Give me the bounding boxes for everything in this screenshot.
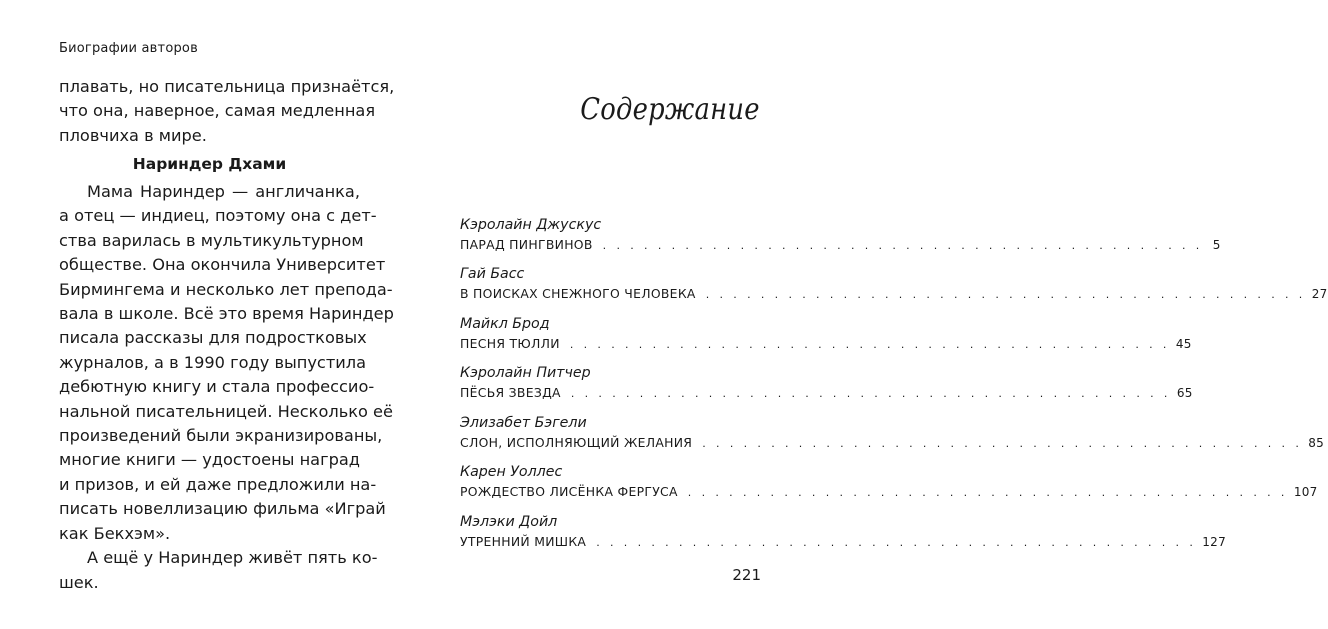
toc-line — [460, 532, 1227, 552]
dot-leader: . . . . . . . . . . . . . . . . . . . . . . . . . . . . . . . . . . . . . . . . . . . . — [569, 338, 1170, 351]
toc-author: Мэлэки Дойл — [460, 514, 558, 530]
text-line: писала рассказы для подростковых — [59, 328, 367, 348]
toc-author: Гай Басс — [460, 266, 525, 282]
page-number: 221 — [732, 566, 761, 584]
toc-title: В ПОИСКАХ СНЕЖНОГО ЧЕЛОВЕКА — [460, 286, 696, 301]
toc-author: Кэролайн Питчер — [460, 365, 591, 381]
text-line: А ещё у Нариндер живёт пять ко- — [87, 548, 378, 568]
toc-title: ПАРАД ПИНГВИНОВ — [460, 237, 593, 252]
toc-entry[interactable] — [460, 363, 1193, 403]
toc-line — [460, 334, 1192, 354]
toc-page: 107 — [1293, 485, 1318, 499]
text-line: дебютную книгу и стала профессио- — [59, 377, 375, 397]
text-line: шек. — [59, 572, 99, 592]
running-head: Биографии авторов — [59, 41, 198, 56]
text-line: и призов, и ей даже предложили на- — [59, 474, 377, 494]
text-line: Бирмингема и несколько лет препода- — [59, 279, 393, 299]
text-line: пловчиха в мире. — [59, 125, 207, 145]
toc-author: Кэролайн Джускус — [460, 217, 602, 233]
text-line: многие книги — удостоены наград — [59, 450, 360, 470]
dot-leader: . . . . . . . . . . . . . . . . . . . . . . . . . . . . . . . . . . . . . . . . . . . . — [596, 536, 1197, 549]
toc-page: 27 — [1311, 287, 1328, 301]
text-line: обществе. Она окончила Университет — [59, 255, 386, 275]
section-heading: Нариндер Дхами — [132, 155, 287, 173]
text-line: вала в школе. Всё это время Нариндер — [59, 304, 394, 324]
toc-entry[interactable] — [460, 462, 1318, 502]
toc-entry[interactable] — [460, 314, 1192, 354]
text-line: а отец — индиец, поэтому она с дет- — [59, 206, 377, 226]
toc-entry[interactable] — [460, 215, 1221, 255]
toc-line — [460, 235, 1221, 255]
toc-line — [460, 383, 1193, 403]
toc-author: Майкл Брод — [460, 316, 550, 332]
toc-title: РОЖДЕСТВО ЛИСЁНКА ФЕРГУСА — [460, 484, 678, 499]
toc-author: Элизабет Бэгели — [460, 415, 587, 431]
text-line: писать новеллизацию фильма «Играй — [59, 499, 386, 519]
toc-title: ПЕСНЯ ТЮЛЛИ — [460, 336, 560, 351]
toc-page: 5 — [1212, 238, 1221, 252]
biography-paragraph — [59, 180, 394, 595]
toc-entry[interactable] — [460, 264, 1328, 304]
text-line: как Бекхэм». — [59, 523, 171, 543]
toc-entry[interactable] — [460, 413, 1325, 453]
toc-line — [460, 482, 1318, 502]
toc-page: 85 — [1308, 436, 1325, 450]
toc-line — [460, 433, 1325, 453]
text-line: что она, наверное, самая медленная — [59, 101, 376, 121]
toc-line — [460, 284, 1328, 304]
text-line: Мама Нариндер — англичанка, — [87, 182, 360, 201]
toc-title: УТРЕННИЙ МИШКА — [460, 534, 587, 549]
toc-entry[interactable] — [460, 512, 1227, 552]
dot-leader: . . . . . . . . . . . . . . . . . . . . . . . . . . . . . . . . . . . . . . . . . . . . — [702, 437, 1303, 450]
toc-title: ПЁСЬЯ ЗВЕЗДА — [460, 385, 561, 400]
dot-leader: . . . . . . . . . . . . . . . . . . . . . . . . . . . . . . . . . . . . . . . . . . . . — [687, 486, 1288, 499]
toc-page: 127 — [1202, 535, 1227, 549]
toc-page: 65 — [1176, 386, 1193, 400]
toc-page: 45 — [1175, 337, 1192, 351]
text-line: плавать, но писательница признаётся, — [59, 77, 395, 96]
dot-leader: . . . . . . . . . . . . . . . . . . . . . . . . . . . . . . . . . . . . . . . . . . . . — [705, 288, 1306, 301]
text-line: нальной писательницей. Несколько её — [59, 401, 393, 421]
text-line: журналов, а в 1990 году выпустила — [59, 352, 367, 372]
contents-title: Содержание — [580, 92, 760, 127]
text-line: ства варилась в мультикультурном — [59, 230, 364, 250]
toc-author: Карен Уоллес — [460, 464, 563, 480]
left-page — [0, 0, 410, 629]
text-line: произведений были экранизированы, — [59, 426, 383, 446]
dot-leader: . . . . . . . . . . . . . . . . . . . . . . . . . . . . . . . . . . . . . . . . . . . . — [570, 387, 1171, 400]
dot-leader: . . . . . . . . . . . . . . . . . . . . . . . . . . . . . . . . . . . . . . . . . . . . — [602, 239, 1203, 252]
intro-paragraph — [59, 75, 395, 148]
toc-title: СЛОН, ИСПОЛНЯЮЩИЙ ЖЕЛАНИЯ — [460, 435, 693, 450]
